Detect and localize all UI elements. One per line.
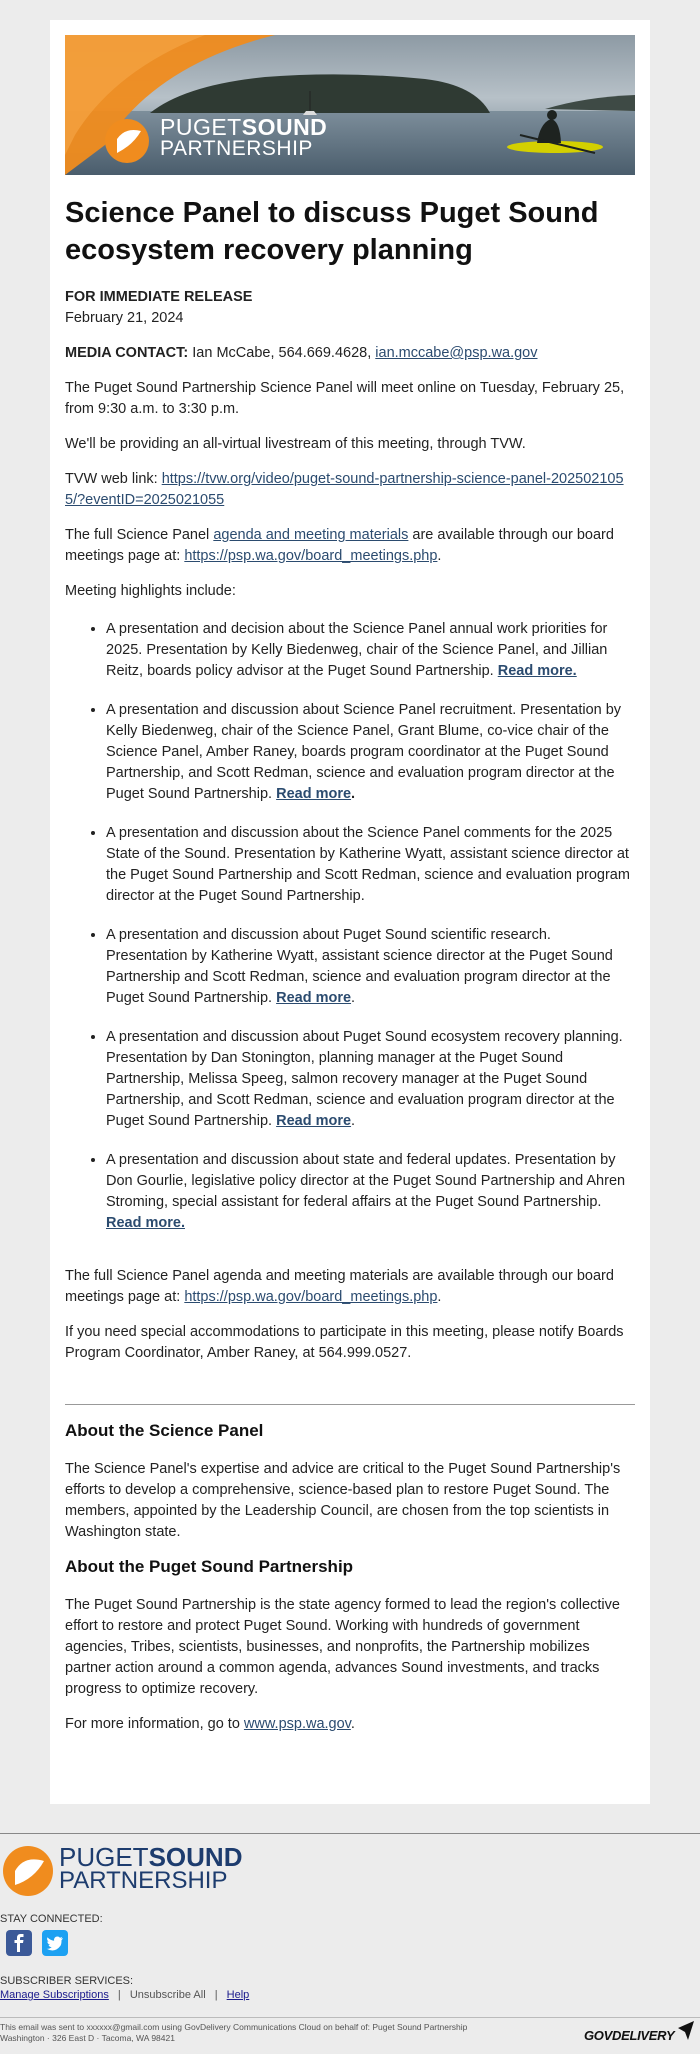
legal-line-1: This email was sent to xxxxxx@gmail.com using GovDelivery Communications Cloud on behalf of: Puget Sound Partnership bbox=[0, 2022, 468, 2032]
materials2-text: The full Science Panel agenda and meeting materials are available through our board meetings page at: bbox=[65, 1268, 614, 1305]
twitter-icon[interactable] bbox=[42, 1930, 68, 1956]
materials-paragraph bbox=[65, 525, 635, 567]
highlights-list bbox=[65, 619, 635, 1234]
release-block bbox=[65, 287, 635, 329]
release-date: February 21, 2024 bbox=[65, 310, 184, 326]
section-divider bbox=[65, 1404, 635, 1405]
read-more-link[interactable]: Read more bbox=[276, 990, 352, 1006]
subscriber-links bbox=[0, 1989, 249, 2001]
media-contact bbox=[65, 343, 635, 364]
banner-logo-partnership: PARTNERSHIP bbox=[160, 137, 313, 160]
media-contact-text: Ian McCabe, 564.669.4628, bbox=[188, 345, 376, 361]
highlight-text: A presentation and decision about the Science Panel annual work priorities for 2025. Presentation by Kelly Biedenweg, chair of the Science Panel, and Jillian Reitz, boards policy advisor at the Puget Sound Partnership. bbox=[106, 621, 608, 679]
header-banner bbox=[65, 35, 635, 175]
govdelivery-logo bbox=[584, 2020, 696, 2046]
agenda-materials-link[interactable]: agenda and meeting materials bbox=[213, 527, 409, 543]
highlight-after: . bbox=[351, 786, 356, 802]
highlight-after: . bbox=[351, 990, 356, 1006]
livestream-paragraph: We'll be providing an all-virtual livestream of this meeting, through TVW. bbox=[65, 436, 526, 452]
subscriber-services-label: SUBSCRIBER SERVICES: bbox=[0, 1975, 134, 1987]
intro-paragraph: The Puget Sound Partnership Science Panel will meet online on Tuesday, February 25, from 9:30 a.m. to 3:30 p.m. bbox=[65, 380, 625, 417]
about-psp-heading: About the Puget Sound Partnership bbox=[65, 1557, 354, 1576]
materials-text-pre: The full Science Panel bbox=[65, 527, 214, 543]
materials-text-post: . bbox=[437, 548, 442, 564]
release-label: FOR IMMEDIATE RELEASE bbox=[65, 289, 253, 305]
read-more-link[interactable]: Read more bbox=[276, 1113, 352, 1129]
about-panel-body: The Science Panel's expertise and advice are critical to the Puget Sound Partnership's efforts to develop a comprehensive, science-based plan to restore Puget Sound. The members, appointed by the Leadership Council, are chosen from the top scientists in Washington state. bbox=[65, 1461, 621, 1540]
highlight-text: A presentation and discussion about Puget Sound scientific research. Presentation by Katherine Wyatt, assistant science director at the Puget Sound Partnership and Scott Redman, science and evaluation program director at the Puget Sound Partnership. bbox=[106, 927, 613, 1006]
legal-divider bbox=[0, 2017, 700, 2018]
highlight-text: A presentation and discussion about Science Panel recruitment. Presentation by Kelly Biedenweg, chair of the Science Panel, Grant Blume, co-vice chair of the Science Panel, Amber Raney, boards program coordinator at the Puget Sound Partnership, and Scott Redman, science and evaluation program director at the Puget Sound Partnership. bbox=[106, 702, 622, 802]
materials2-text-post: . bbox=[437, 1289, 442, 1305]
list-item bbox=[106, 925, 635, 1009]
more-info-text: For more information, go to bbox=[65, 1716, 244, 1732]
footer-logo bbox=[2, 1843, 252, 1899]
media-contact-label: MEDIA CONTACT: bbox=[65, 345, 189, 361]
about-psp-body: The Puget Sound Partnership is the state agency formed to lead the region's collective effort to restore and protect Puget Sound. Working with hundreds of government agencies, Tribes, scientists, businesses, and nonprofits, the Partnership mobilizes partner action around a common agenda, advances Sound investments, and tracks progress to optimize recovery. bbox=[65, 1597, 620, 1697]
highlight-text: A presentation and discussion about state and federal updates. Presentation by Don Gourlie, legislative policy director at the Puget Sound Partnership and Ahren Stroming, special assistant for federal affairs at the Puget Sound Partnership. bbox=[106, 1152, 626, 1210]
email-card bbox=[50, 20, 650, 1804]
email-footer bbox=[0, 1833, 700, 2054]
footer-divider bbox=[0, 1833, 700, 1834]
footer-logo-partnership: PARTNERSHIP bbox=[59, 1867, 228, 1894]
highlights-intro: Meeting highlights include: bbox=[65, 583, 236, 599]
list-item bbox=[106, 1027, 635, 1132]
stay-connected-label: STAY CONNECTED: bbox=[0, 1913, 103, 1925]
link-separator: | bbox=[214, 1989, 218, 2001]
list-item bbox=[106, 823, 635, 907]
about-panel-heading: About the Science Panel bbox=[65, 1421, 264, 1440]
materials-paragraph-2 bbox=[65, 1266, 635, 1308]
govdelivery-mark-icon bbox=[676, 2020, 696, 2042]
board-meetings-link-2[interactable]: https://psp.wa.gov/board_meetings.php bbox=[184, 1289, 438, 1305]
page-title: Science Panel to discuss Puget Sound ecosystem recovery planning bbox=[65, 197, 599, 266]
read-more-link[interactable]: Read more. bbox=[497, 663, 577, 679]
banner-photo bbox=[65, 35, 635, 175]
unsubscribe-all-link[interactable]: Unsubscribe All bbox=[129, 1989, 206, 2001]
list-item bbox=[106, 619, 635, 682]
banner-logo-puget: PUGET bbox=[160, 114, 242, 140]
legal-line-2: Washington · 326 East D · Tacoma, WA 98421 bbox=[0, 2033, 175, 2043]
footer-logo-puget: PUGET bbox=[59, 1842, 149, 1872]
highlight-text: A presentation and discussion about the Science Panel comments for the 2025 State of the Sound. Presentation by Katherine Wyatt, assistant science director at the Puget Sound Partnership and Scott Redman, science and evaluation program director at the Puget Sound Partnership. bbox=[106, 825, 630, 904]
footer-logo-sound: SOUND bbox=[148, 1842, 243, 1872]
highlight-text: A presentation and discussion about Puget Sound ecosystem recovery planning. Presentation by Dan Stonington, planning manager at the Puget Sound Partnership, Melissa Speeg, salmon recovery manager at the Puget Sound Partnership, and Scott Redman, science and evaluation program director at the Puget Sound Partnership. bbox=[106, 1029, 623, 1129]
tvw-label: TVW web link: bbox=[65, 471, 162, 487]
read-more-link[interactable]: Read more. bbox=[106, 1215, 185, 1231]
accommodations-paragraph: If you need special accommodations to participate in this meeting, please notify Boards Program Coordinator, Amber Raney, at 564.999.0527. bbox=[65, 1324, 624, 1361]
govdelivery-text: GOVDELIVERY bbox=[584, 2028, 675, 2043]
link-separator: | bbox=[117, 1989, 121, 2001]
more-info-paragraph bbox=[65, 1714, 635, 1735]
psp-logo-icon bbox=[2, 1845, 54, 1897]
facebook-icon[interactable] bbox=[6, 1930, 32, 1956]
board-meetings-link[interactable]: https://psp.wa.gov/board_meetings.php bbox=[184, 548, 438, 564]
list-item bbox=[106, 700, 635, 805]
psp-website-link[interactable]: www.psp.wa.gov bbox=[243, 1716, 351, 1732]
media-contact-email-link[interactable]: ian.mccabe@psp.wa.gov bbox=[375, 345, 538, 361]
tvw-paragraph bbox=[65, 469, 635, 511]
legal-text bbox=[0, 2022, 467, 2044]
banner-logo-text bbox=[160, 114, 328, 160]
email-body bbox=[65, 35, 635, 1749]
more-info-post: . bbox=[350, 1716, 355, 1732]
highlight-after: . bbox=[351, 1113, 356, 1129]
read-more-link[interactable]: Read more bbox=[276, 786, 352, 802]
help-link[interactable]: Help bbox=[226, 1989, 250, 2001]
tvw-link[interactable]: https://tvw.org/video/puget-sound-partnership-science-panel-2025021055/?eventID=2025021055 bbox=[65, 471, 624, 508]
materials-text-mid: are available through our board meetings page at: bbox=[65, 527, 614, 564]
manage-subscriptions-link[interactable]: Manage Subscriptions bbox=[0, 1989, 109, 2001]
list-item bbox=[106, 1150, 635, 1234]
banner-logo-sound: SOUND bbox=[241, 114, 328, 140]
